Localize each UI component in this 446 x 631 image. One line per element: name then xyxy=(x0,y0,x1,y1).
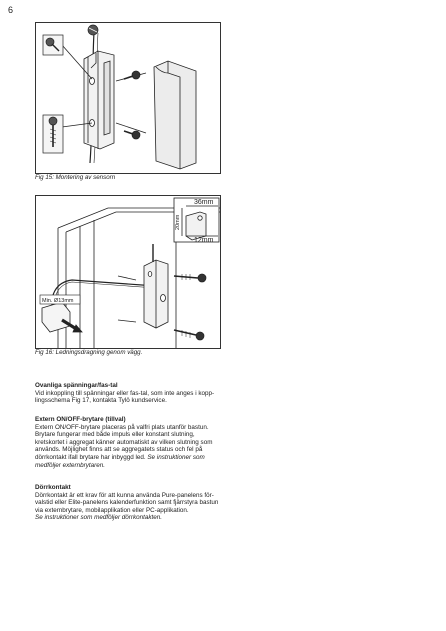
section-heading: Dörrkontakt xyxy=(35,484,71,491)
body-line: lingsschema Fig 17, kontakta Tylö kundservice. xyxy=(35,397,167,405)
section-heading: Extern ON/OFF-brytare (tillval) xyxy=(35,416,126,423)
sensor-mounting-illustration xyxy=(36,23,220,173)
section-external-switch xyxy=(35,416,235,469)
figure-15-sensor-mounting xyxy=(35,22,221,174)
wiring-illustration xyxy=(36,196,220,348)
dimension-12mm-label: 12mm xyxy=(194,237,214,244)
hole-diameter-label: Min. Ø13mm xyxy=(42,298,74,304)
body-line: valstid eller Elite-panelens kalenderfunktion samt fjärrstyra bastun xyxy=(35,499,219,507)
body-text: dörrkontakt ifall brytare har inbyggd led. xyxy=(35,453,146,461)
instruction-note: Se instruktioner som medföljer dörrkontakten. xyxy=(35,514,163,522)
body-line: Brytare fungerar med både impuls eller konstant slutning, xyxy=(35,431,195,439)
section-unusual-voltages xyxy=(35,382,235,405)
body-line: Dörrkontakt är ett krav för att kunna använda Pure-panelens för- xyxy=(35,491,214,499)
section-door-contact xyxy=(35,484,235,522)
figure-16-wiring-through-wall xyxy=(35,195,221,349)
body-line: via externbrytare, mobilapplikation eller PC-applikation. xyxy=(35,506,189,514)
body-line: Vid inkoppling till spänningar eller fas-tal, som inte anges i kopp- xyxy=(35,389,215,397)
figure-16-caption: Fig 16: Ledningsdragning genom vägg. xyxy=(35,349,143,356)
section-heading: Ovanliga spänningar/fas-tal xyxy=(35,382,118,389)
body-line: används. Möjlighet finns att se aggregatets status och fel på xyxy=(35,446,203,454)
page-number: 6 xyxy=(8,5,14,15)
instruction-note: medföljer externbrytaren. xyxy=(35,461,105,469)
body-line: Extern ON/OFF-brytare placeras på valfri plats utanför bastun. xyxy=(35,423,209,431)
instruction-note: Se instruktioner som xyxy=(147,453,205,461)
dimension-36mm-label: 36mm xyxy=(194,199,214,206)
figure-15-caption: Fig 15: Montering av sensorn xyxy=(35,174,116,181)
body-line xyxy=(35,454,235,462)
body-line: kretskortet i aggregat känner automatiskt av vilken slutning som xyxy=(35,438,213,446)
dimension-20mm-label: 20mm xyxy=(175,214,181,230)
